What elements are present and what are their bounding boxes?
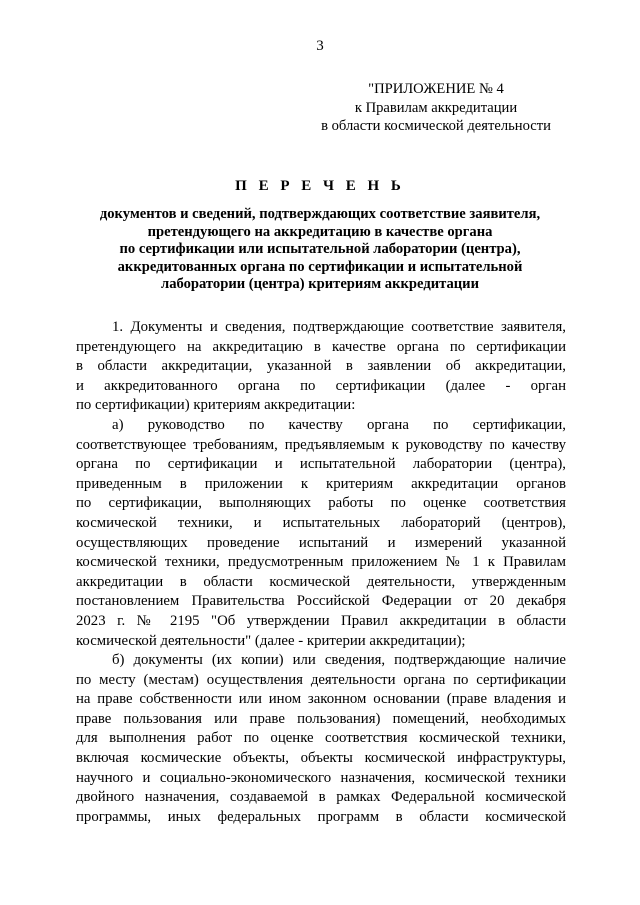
appendix-line: "ПРИЛОЖЕНИЕ № 4 [368, 81, 504, 97]
subtitle-line: документов и сведений, подтверждающих соответствие заявителя, [99, 206, 541, 222]
paragraph-a [76, 416, 566, 651]
text-line: в области аккредитации, указанной в заявлении об аккредитации, [76, 358, 566, 375]
text-line: и аккредитованного органа по сертификации (далее - орган [76, 377, 566, 394]
text-line: на праве собственности или ином законном основании (праве владения и [76, 691, 566, 708]
text-line: по месту (местам) осуществления деятельности органа по сертификации [76, 671, 566, 688]
text-line: включая космические объекты, объекты космической инфраструктуры, [76, 749, 566, 766]
text-line: претендующего на аккредитацию в качестве органа по сертификации [76, 338, 566, 355]
subtitle-line: лаборатории (центра) критериям аккредитации [161, 276, 479, 293]
text-line: приведенным в приложении к критериям аккредитации органов [76, 475, 566, 492]
subtitle-line: претендующего на аккредитацию в качестве органа [147, 223, 493, 240]
text-line: аккредитации в области космической деятельности, утвержденным [76, 573, 566, 590]
appendix-line: в области космической деятельности [321, 118, 551, 134]
text-line: космической деятельности" (далее - критерии аккредитации); [76, 632, 466, 649]
paragraph-1 [76, 318, 566, 416]
appendix-line: к Правилам аккредитации [354, 99, 518, 116]
text-line: осуществляющих проведение испытаний и измерений указанной [76, 534, 566, 551]
text-line: по сертификации, выполняющих работы по оценке соответствия [76, 495, 566, 512]
text-line: космической техники, предусмотренным приложением № 1 к Правилам [76, 554, 566, 571]
text-line: программы, иных федеральных программ в области космической [76, 808, 566, 825]
text-line: для выполнения работ по оценке соответствия космической техники, [76, 730, 566, 747]
text-line: 1. Документы и сведения, подтверждающие соответствие заявителя, [112, 319, 566, 335]
text-line: постановлением Правительства Российской Федерации от 20 декабря [76, 593, 566, 610]
text-line: соответствующее требованиям, предъявляемым к руководству по качеству [76, 436, 566, 453]
subtitle-line: по сертификации или испытательной лаборатории (центра), [119, 241, 521, 258]
text-line: праве пользования или праве пользования) помещений, необходимых [76, 710, 566, 727]
text-line: двойного назначения, создаваемой в рамках Федеральной космической [76, 789, 566, 806]
text-line: космической техники, и испытательных лабораторий (центров), [76, 514, 566, 531]
subtitle-line: аккредитованных органа по сертификации и испытательной [117, 258, 523, 275]
text-line: 2023 г. № 2195 "Об утверждении Правил аккредитации в области [76, 612, 566, 629]
document-title: П Е Р Е Ч Е Н Ь [235, 178, 405, 194]
text-line: б) документы (их копии) или сведения, подтверждающие наличие [112, 652, 566, 668]
text-line: по сертификации) критериям аккредитации: [76, 397, 356, 414]
text-line: научного и социально-экономического назначения, космической техники [76, 769, 566, 786]
appendix-header [310, 80, 562, 136]
paragraph-b [76, 651, 566, 827]
page-number: 3 [316, 38, 324, 54]
text-line: органа по сертификации и испытательной лаборатории (центра), [76, 456, 566, 473]
document-subtitle [40, 206, 600, 294]
text-line: а) руководство по качеству органа по сертификации, [112, 417, 566, 433]
